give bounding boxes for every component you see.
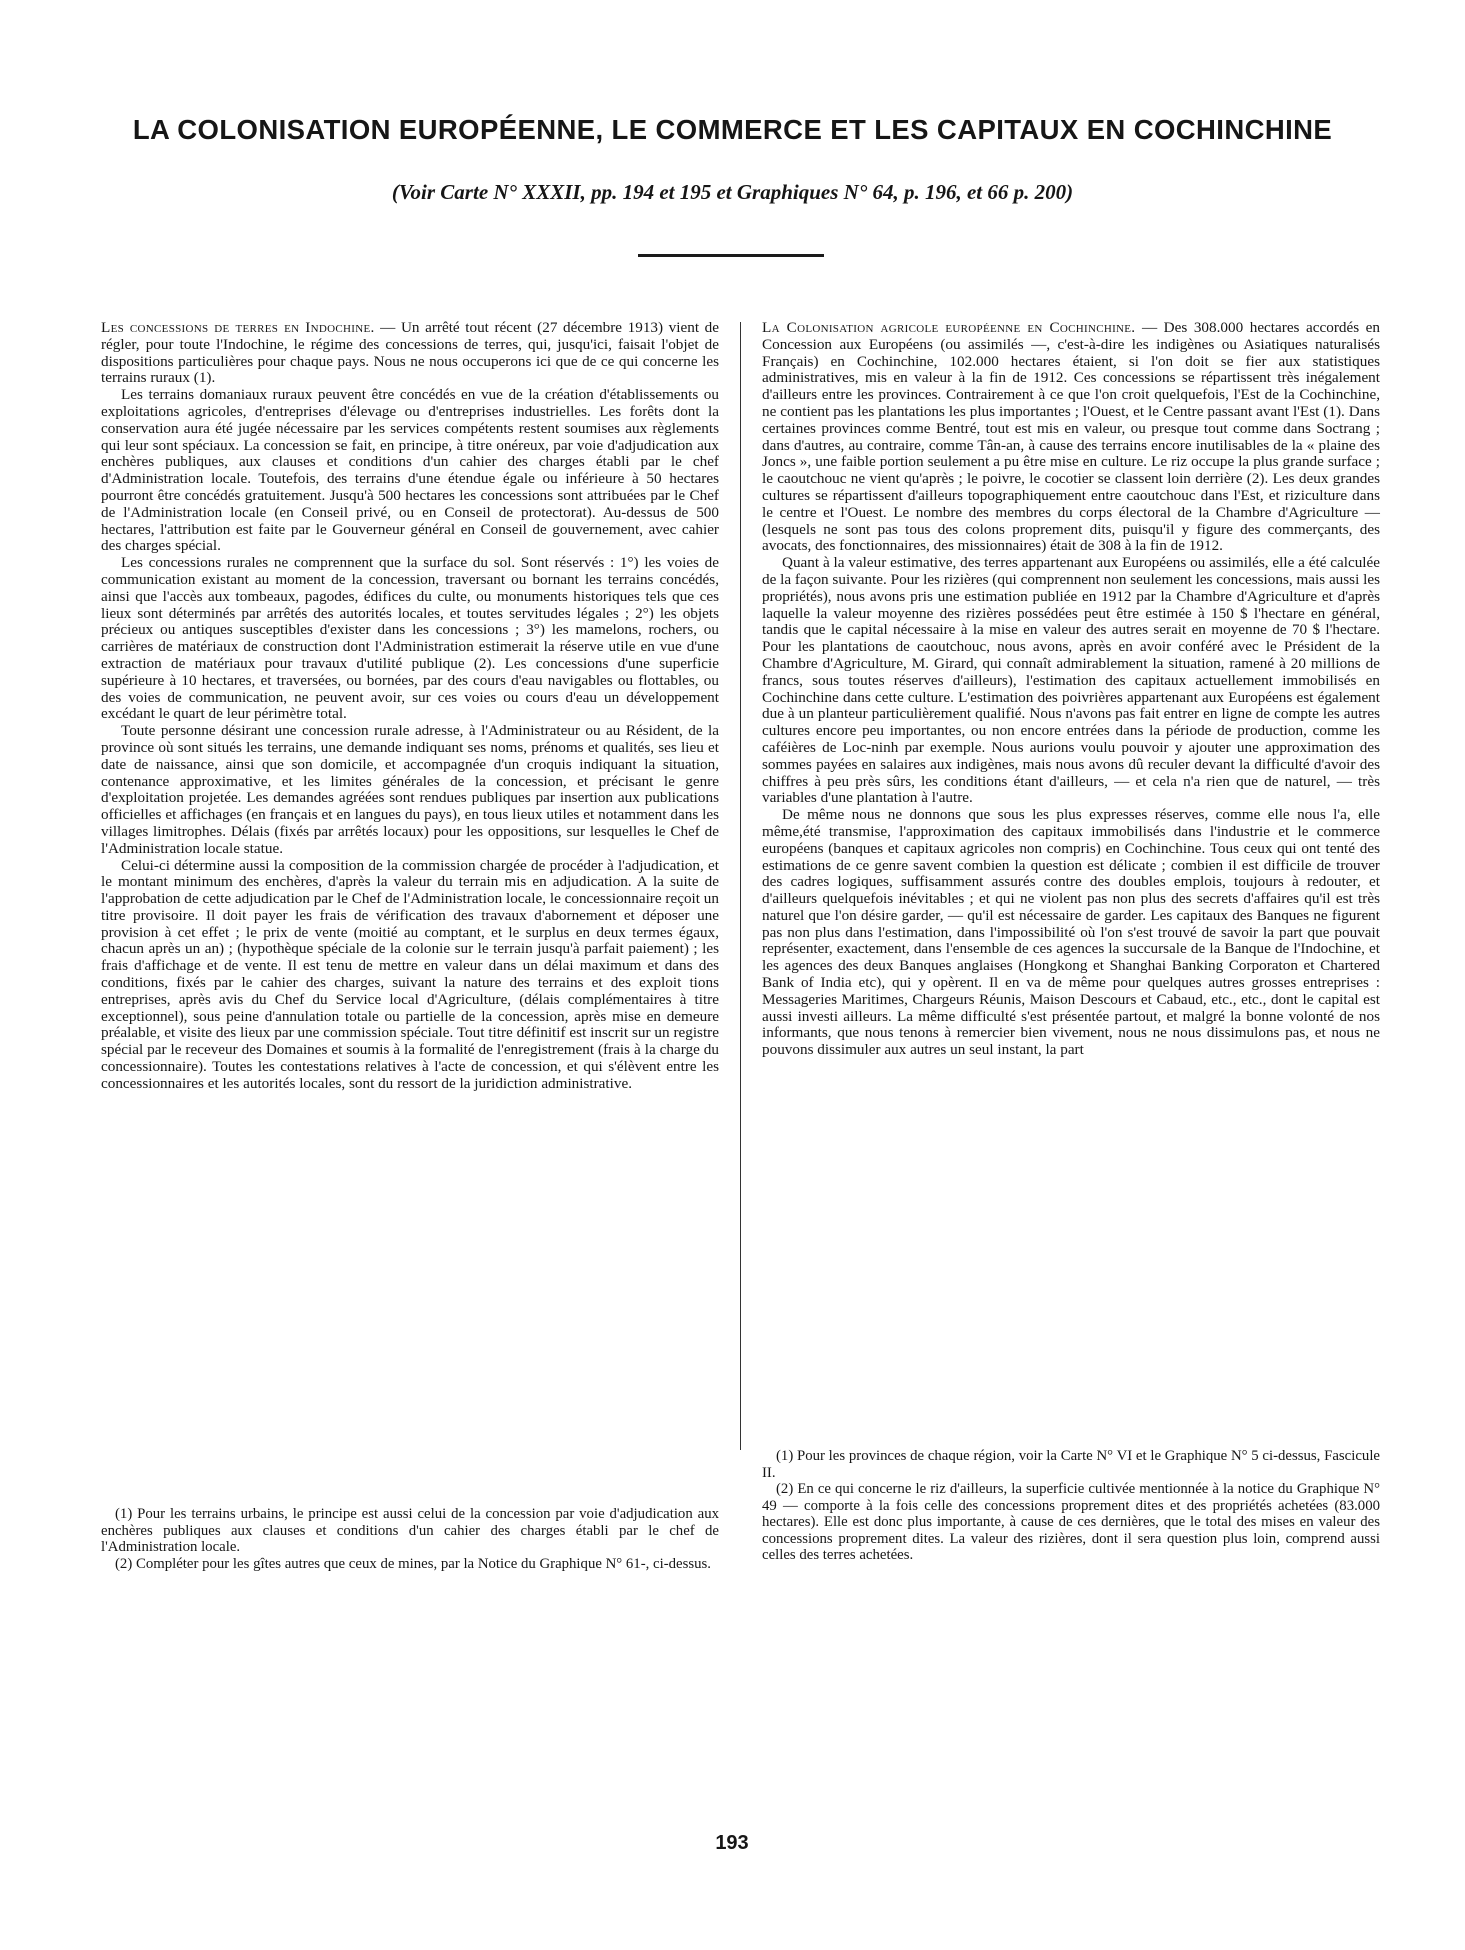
article-subtitle: (Voir Carte N° XXXII, pp. 194 et 195 et Graphiques N° 64, p. 196, et 66 p. 200) bbox=[391, 180, 1074, 204]
paragraph: Quant à la valeur estimative, des terres appartenant aux Européens ou assimilés, elle a été calculée de la façon suivante. Pour les rizières (qui comprennent non seulement les concessions, mais aussi les propriétés), nous avons pris une estimation publiée en 1912 par la Chambre d'Agriculture et d'après laquelle la valeur moyenne des rizières possédées peut être estimée à 150 $ l'hectare en général, tandis que le capital nécessaire à la mise en valeur des autres serait en moyenne de 70 $ l'hectare. Pour les plantations de caoutchouc, nous avons, après en avoir conféré avec le Président de la Chambre d'Agriculture, M. Girard, qui connaît admirablement la situation, ramené à 20 millions de francs, sous toutes réserves d'ailleurs), l'estimation des capitaux actuellement immobilisés en Cochinchine dans cette culture. L'estimation des poivrières appartenant aux Européens est également due à un planteur particulièrement qualifié. Nous n'avons pas fait entrer en ligne de compte les autres cultures encore peu importantes, ou non encore entrées dans la période de production, comme les caféières de Loc-ninh par exemple. Nous aurions voulu pouvoir y ajouter une approximation des sommes payées en salaires aux indigènes, mais nous avons dû reculer devant la difficulté d'avoir des chiffres à peu près sûrs, les conditions étant d'ailleurs, — et cela n'a rien que de naturel, — très variables d'une plantation à l'autre. bbox=[762, 554, 1380, 807]
right-column bbox=[762, 320, 1380, 1059]
left-footnotes bbox=[101, 1506, 719, 1572]
paragraph-text: — Un arrêté tout récent (27 décembre 1913) vient de régler, pour toute l'Indochine, le régime des concessions de terres, qui, jusqu'ici, faisait l'objet de dispositions particulières pour chaque pays. Nous ne nous occuperons ici que de ce qui concerne les terrains ruraux (1). bbox=[101, 319, 719, 387]
paragraph: Celui-ci détermine aussi la composition de la commission chargée de procéder à l'adjudication, et le montant minimum des enchères, d'après la valeur du terrain mis en adjudication. A la suite de l'approbation de cette adjudication par le Chef de l'Administration locale, le concessionnaire reçoit un titre provisoire. Il doit payer les frais de vérification des travaux d'abornement et déposer une provision à cet effet ; le prix de vente (moitié au comptant, et le surplus en deux termes égaux, chacun après un an) ; (hypothèque spéciale de la colonie sur le terrain jusqu'à parfait paiement) ; les frais d'affichage et de vente. Il est tenu de mettre en valeur dans un délai maximum et dans des conditions, fixés par le cahier des charges, suivant la nature des terrains et des exploit tions entreprises, après avis du Chef du Service local d'Agriculture, (délais complémentaires à titre exceptionnel), sous peine d'annulation totale ou partielle de la concession, après mise en demeure préalable, et visite des lieux par une commission spéciale. Tout titre définitif est inscrit sur un registre spécial par le receveur des Domaines et soumis à la formalité de l'enregistrement (frais à la charge du concessionnaire). Toutes les contestations relatives à l'acte de concession, et qui s'élèvent entre les concessionnaires et les autorités locales, sont du ressort de la juridiction administrative. bbox=[101, 856, 719, 1092]
footnote: (1) Pour les terrains urbains, le principe est aussi celui de la concession par voie d'adjudication aux enchères publiques aux clauses et conditions d'un cahier des charges établi par le chef de l'Administration locale. bbox=[101, 1506, 719, 1555]
title-rule bbox=[638, 254, 824, 257]
paragraph-text: — Des 308.000 hectares accordés en Concession aux Européens (ou assimilés —, c'est-à-dire les indigènes ou Asiatiques naturalisés Français) en Cochinchine, 102.000 hectares étaient, si l'on doit se fier aux statistiques administratives, mis en valeur à la fin de 1912. Ces concessions se répartissent très inégalement d'ailleurs entre les provinces. Contrairement à ce que l'on croit quelquefois, l'Est de la Cochinchine, ne contient pas les plantations les plus importantes ; l'Ouest, et le Centre passant avant l'Est (1). Dans certaines provinces comme Bentré, tout est mis en valeur, ou presque tout comme dans Soctrang ; dans d'autres, au contraire, comme Tân-an, à cause des terrains encore inutilisables de la « plaine des Joncs », une faible portion seulement a pu être mise en culture. Le riz occupe la plus grande surface ; le caoutchouc ne vient qu'après ; le poivre, le cocotier se classent loin derrière (2). Les deux grandes cultures se répartissent d'ailleurs topographiquement entre caoutchouc dans l'Est, et riziculture dans le centre et l'Ouest. Le nombre des membres du corps électoral de la Chambre d'Agriculture — (lesquels ne sont pas tous des colons proprement dits, puisqu'il y figure des commerçants, des avocats, des fonctionnaires, des missionnaires) était de 308 à la fin de 1912. bbox=[762, 319, 1380, 555]
section-lead: La Colonisation agricole européenne en Cochinchine. bbox=[762, 319, 1136, 336]
footnote: (1) Pour les provinces de chaque région, voir la Carte N° VI et le Graphique N° 5 ci-dessus, Fascicule II. bbox=[762, 1448, 1380, 1481]
left-column bbox=[101, 320, 719, 1093]
paragraph: De même nous ne donnons que sous les plus expresses réserves, comme elle nous l'a, elle même,été transmise, l'approximation des capitaux immobilisés dans l'industrie et le commerce européens (banques et capitaux agricoles non compris) en Cochinchine. Tous ceux qui ont tenté des estimations de ce genre savent combien la question est délicate ; combien il est difficile de trouver des cadres logiques, suffisamment assurés contre des doubles emplois, toujours à redouter, et d'ailleurs quelquefois inévitables ; et qui ne violent pas non plus des secrets d'affaires qu'il est très naturel que l'on désire garder, — qu'il est nécessaire de garder. Les capitaux des Banques ne figurent pas non plus dans l'estimation, dans l'impossibilité où l'on s'est trouvé de savoir la part que pouvait représenter, exactement, dans l'ensemble de ces agences la succursale de la Banque de l'Indochine, et les agences des deux Banques anglaises (Hongkong et Shanghai Banking Corporaton et Chartered Bank of India etc), qui y opèrent. Il en va de même pour quelques autres grosses entreprises : Messageries Maritimes, Chargeurs Réunis, Maison Descours et Cabaud, etc., etc., dont le capital est aussi investi ailleurs. La même difficulté s'est présentée partout, et malgré la bonne volonté de nos informants, que nous tenons à remercier bien vivement, nous ne nous dissimulons pas, et nous ne pouvons dissimuler aux autres un seul instant, la part bbox=[762, 806, 1380, 1059]
column-divider bbox=[740, 322, 741, 1450]
section-lead: Les concessions de terres en Indochine. bbox=[101, 319, 375, 336]
paragraph: Les terrains domaniaux ruraux peuvent être concédés en vue de la création d'établissements ou exploitations agricoles, d'entreprises d'élevage ou d'entreprises industrielles. Les forêts dont la conservation aura été jugée nécessaire par les services compétents restent soumises aux règlements qui leur sont spéciaux. La concession se fait, en principe, à titre onéreux, par voie d'adjudication aux enchères publiques, aux clauses et conditions d'un cahier des charges établi par le chef d'Administration locale. Toutefois, des terrains d'une étendue égale ou inférieure à 50 hectares pourront être concédés gratuitement. Jusqu'à 500 hectares les concessions sont attribuées par le Chef de l'Administration locale (en Conseil privé, ou en Conseil de protectorat). Au-dessus de 500 hectares, l'attribution est faite par le Gouverneur général en Conseil de gouvernement, avec cahier des charges spécial. bbox=[101, 386, 719, 555]
footnote: (2) En ce qui concerne le riz d'ailleurs, la superficie cultivée mentionnée à la notice du Graphique N° 49 — comporte à la fois celle des concessions proprement dites et des propriétés achetées (83.000 hectares). Elle est donc plus importante, à cause de ces dernières, que le total des mises en valeur des concessions proprement dites. La valeur des rizières, dont il sera question plus loin, comprend aussi celles des terres achetées. bbox=[762, 1481, 1380, 1563]
footnote: (2) Compléter pour les gîtes autres que ceux de mines, par la Notice du Graphique N° 61-, ci-dessus. bbox=[115, 1555, 711, 1572]
paragraph bbox=[101, 320, 719, 387]
right-footnotes bbox=[762, 1448, 1380, 1564]
article-title: LA COLONISATION EUROPÉENNE, LE COMMERCE ET LES CAPITAUX EN COCHINCHINE bbox=[132, 114, 1333, 145]
paragraph bbox=[762, 320, 1380, 555]
paragraph: Les concessions rurales ne comprennent que la surface du sol. Sont réservés : 1°) les voies de communication existant au moment de la concession, traversant ou bornant les terrains concédés, ainsi que l'accès aux tombeaux, pagodes, édifices du culte, ou monuments historiques tels que ces lieux sont déterminés par arrêtés des autorités locales, et toutes servitudes légales ; 2°) les objets précieux ou antiques susceptibles d'exister dans les concessions ; 3°) les mamelons, rochers, ou carrières de matériaux de construction dont l'Administration estimerait la réserve utile en vue d'une extraction de matériaux pour travaux d'utilité publique (2). Les concessions d'une superficie supérieure à 10 hectares, et traversées, ou bornées, par des cours d'eau navigables ou flottables, ou des voies de communication, ne peuvent avoir, sur ces voies ou cours d'eau un développement excédant le quart de leur périmètre total. bbox=[101, 554, 719, 723]
paragraph: Toute personne désirant une concession rurale adresse, à l'Administrateur ou au Résident, de la province où sont situés les terrains, une demande indiquant ses noms, prénoms et qualités, ses lieu et date de naissance, ainsi que son domicile, et accompagnée d'un croquis indiquant la situation, contenance approximative, et les limites générales de la concession, et précisant le genre d'exploitation projetée. Les demandes agréées sont rendues publiques par insertion aux publications officielles et affichages (en français et en langues du pays), en tous lieux utiles et notamment dans les villages limitrophes. Délais (fixés par arrêtés locaux) pour les oppositions, sur lesquelles le Chef de l'Administration locale statue. bbox=[101, 722, 719, 857]
page-number: 193 bbox=[715, 1832, 749, 1854]
